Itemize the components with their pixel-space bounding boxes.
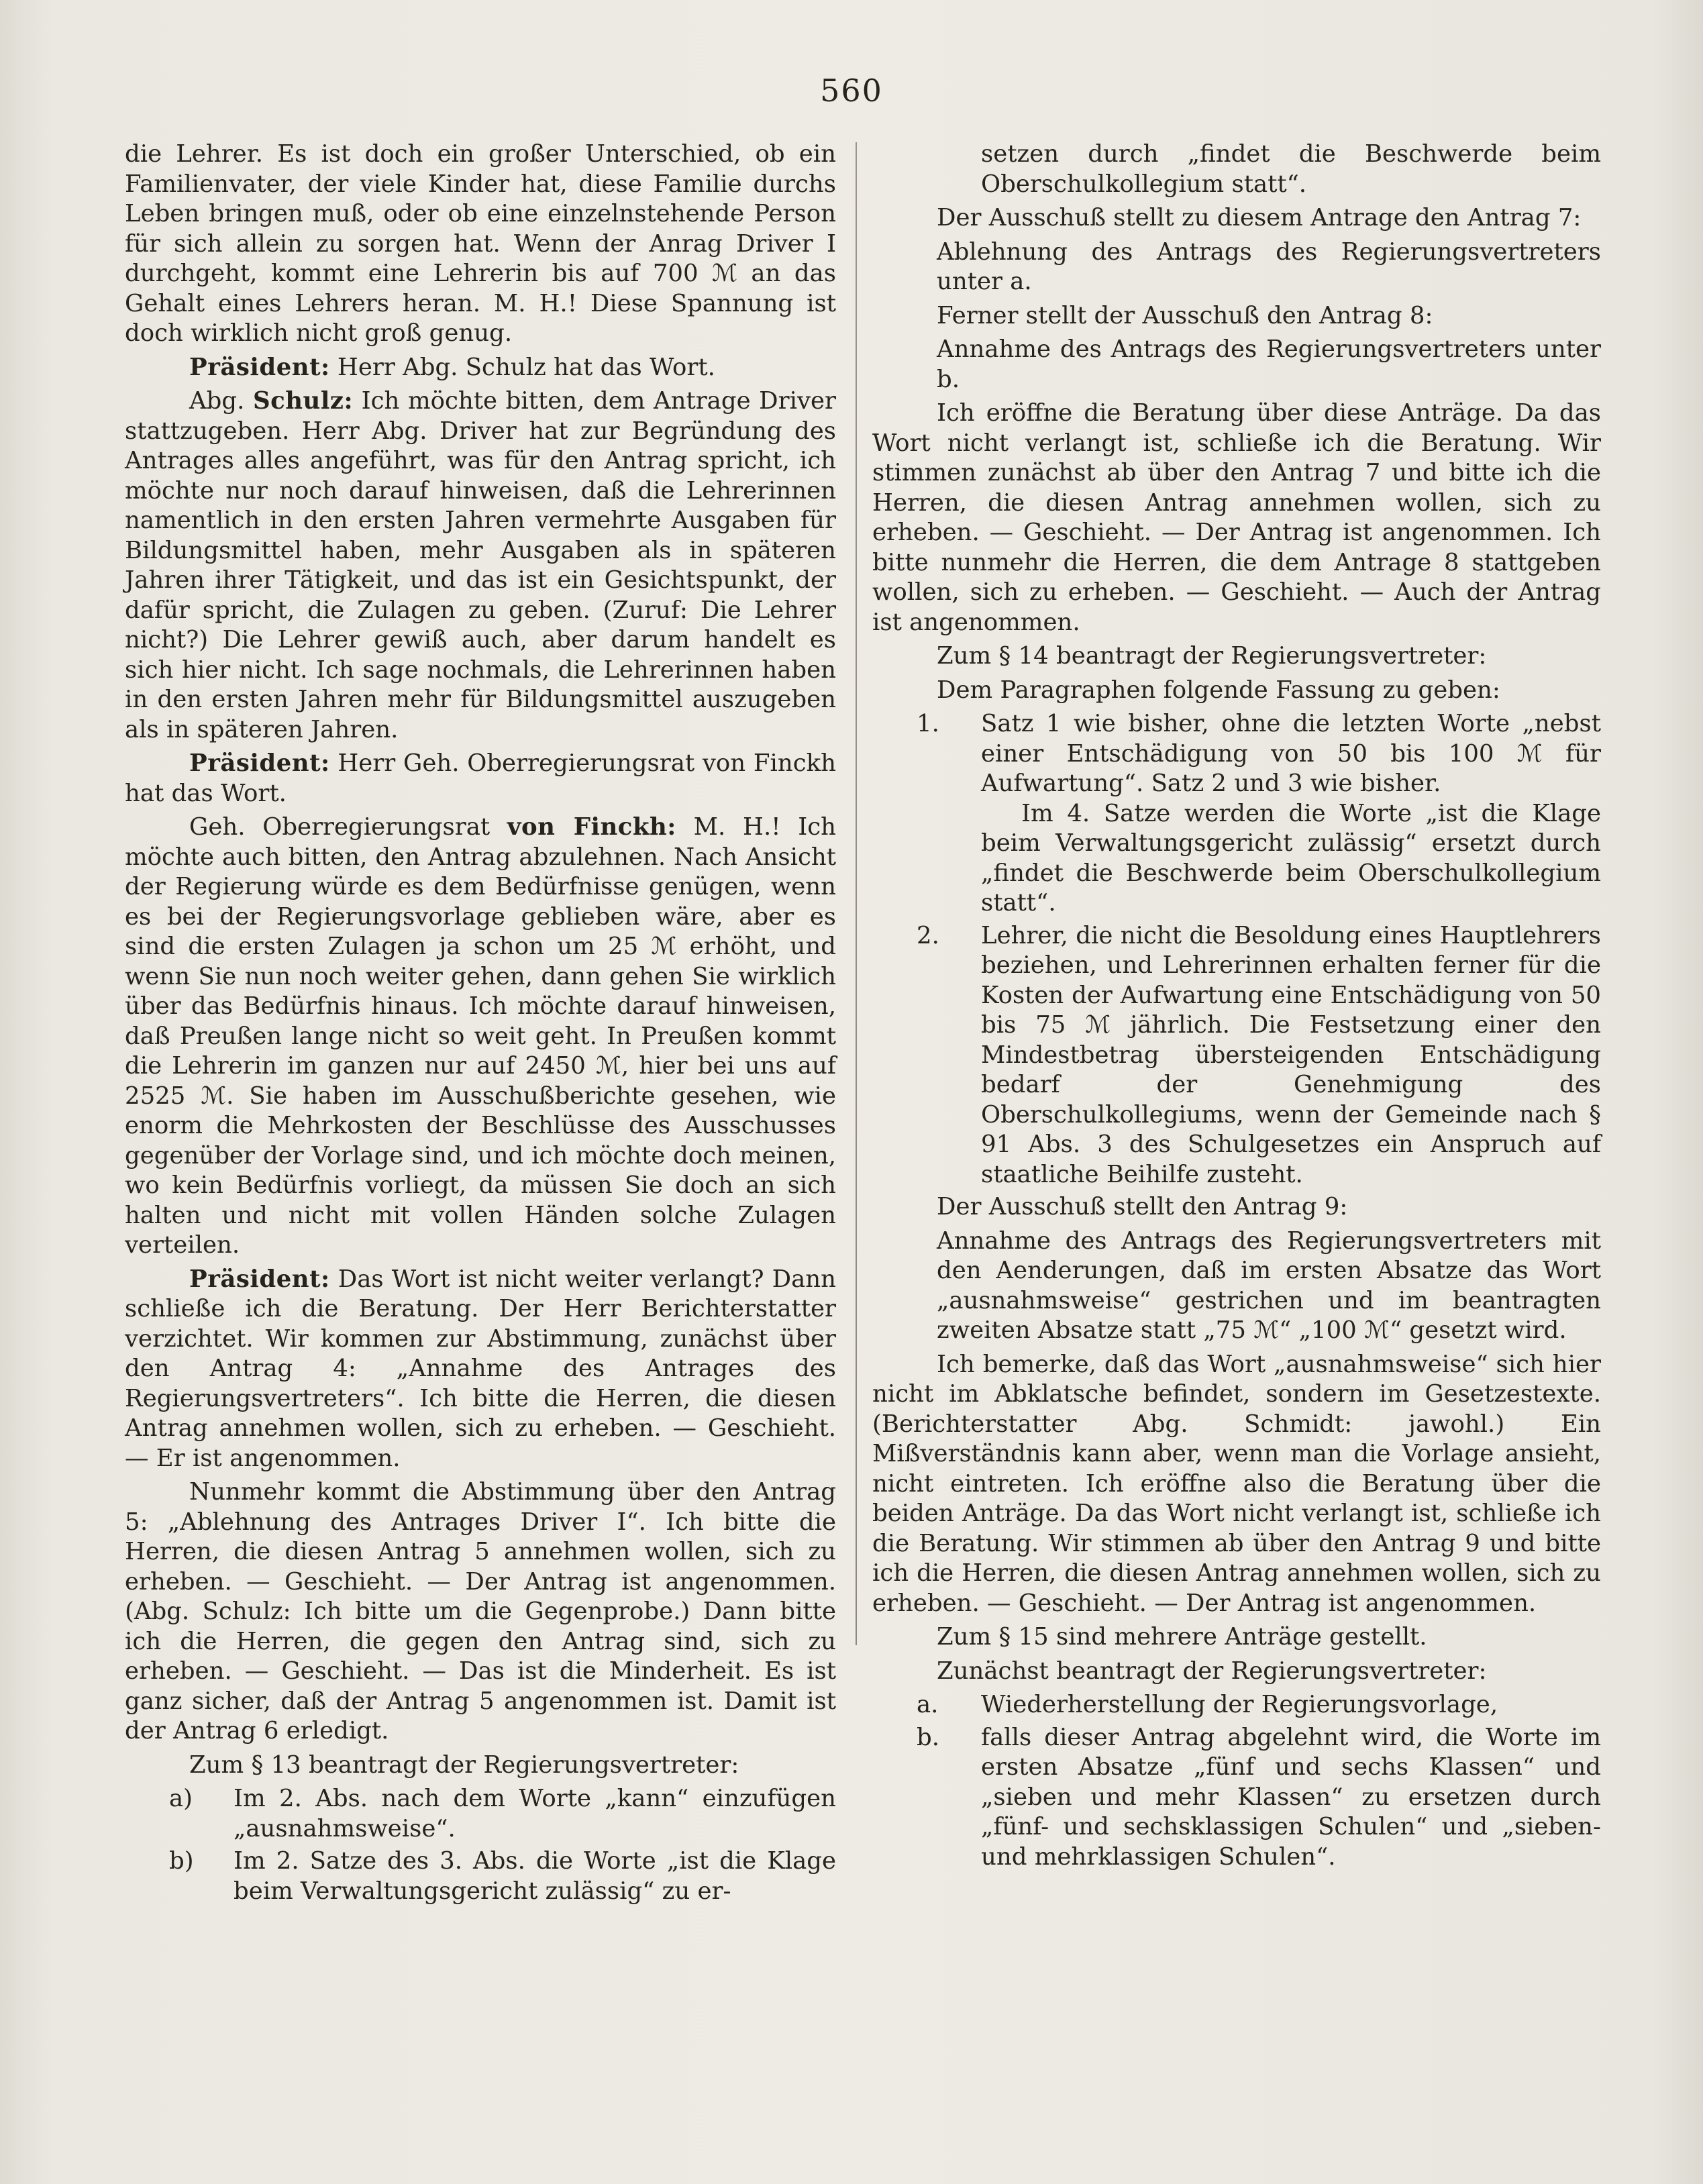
speaker-title: Abg.: [189, 387, 245, 415]
paragraph: Zum § 15 sind mehrere Anträge gestellt.: [937, 1623, 1427, 1651]
speaker-title: Geh. Oberregierungsrat: [189, 813, 491, 841]
speech-text: Herr Abg. Schulz hat das Wort.: [337, 353, 715, 381]
paragraph: Ich bemerke, daß das Wort „ausnahmsweise“ sich hier nicht im Abklatsche befindet, sondern im Gesetzestexte. (Berichterstatter Abg. Schmidt: jawohl.) Ein Mißverständnis kann aber, wenn man die Vorlage ansieht, nicht eintreten. Ich eröffne also die Beratung über die beiden Anträge. Da das Wort nicht verlangt ist, schließe ich die Beratung. Wir stimmen ab über den Antrag 9 und bitte ich die Herren, die diesen Antrag annehmen wollen, sich zu erheben. — Geschieht. — Der Antrag ist angenommen.: [872, 1350, 1601, 1617]
speech-paragraph: [125, 1265, 836, 1474]
speaker-name: Präsident:: [189, 1265, 330, 1293]
speech-text: Das Wort ist nicht weiter verlangt? Dann schließe ich die Beratung. Der Herr Berichterstatter verzichtet. Wir kommen zur Abstimmung, zunächst über den Antrag 4: „Annahme des Antrages des Regierungsvertreters“. Ich bitte die Herren, die diesen Antrag annehmen wollen, sich zu erheben. — Geschieht. — Er ist angenommen.: [125, 1265, 836, 1472]
list-marker: 1.: [917, 710, 939, 737]
speech-paragraph: [125, 749, 836, 809]
list-marker: a.: [917, 1691, 939, 1718]
speech-paragraph: [125, 353, 836, 383]
column-divider: [856, 142, 857, 1645]
list-text: [981, 709, 1601, 919]
speech-paragraph: [125, 813, 836, 1261]
speech-text: M. H.! Ich möchte auch bitten, den Antrag abzulehnen. Nach Ansicht der Regierung würde es dem Bedürfnisse genügen, wenn es bei der Regierungsvorlage geblieben wäre, aber es sind die ersten Zulagen ja schon um 25 ℳ erhöht, und wenn Sie nun noch weiter gehen, dann gehen Sie wirklich über das Bedürfnis hinaus. Ich möchte darauf hinweisen, daß Preußen lange nicht so weit geht. In Preußen kommt die Lehrerin im ganzen nur auf 2450 ℳ, hier bei uns auf 2525 ℳ. Sie haben im Ausschußberichte gesehen, wie enorm die Mehrkosten der Beschlüsse des Ausschusses gegenüber der Vorlage sind, und ich möchte doch meinen, wo kein Bedürfnis vorliegt, da müssen Sie doch an sich halten und nicht mit vollen Händen solche Zulagen verteilen.: [125, 813, 836, 1259]
page-number: 560: [820, 72, 883, 109]
speaker-name: Präsident:: [189, 353, 330, 381]
list-item: [872, 1723, 1601, 1873]
paragraph: Der Ausschuß stellt den Antrag 9:: [937, 1193, 1348, 1220]
speaker-name: Präsident:: [189, 749, 330, 777]
paragraph: Ich eröffne die Beratung über diese Anträge. Da das Wort nicht verlangt ist, schließe ich die Beratung. Wir stimmen zunächst ab über den Antrag 7 und bitte ich die Herren, die diesen Antrag annehmen wollen, sich zu erheben. — Geschieht. — Der Antrag ist angenommen. Ich bitte nunmehr die Herren, die dem Antrage 8 stattgeben wollen, sich zu erheben. — Geschieht. — Auch der Antrag ist angenommen.: [872, 399, 1601, 636]
left-column: [125, 140, 836, 1909]
speaker-name: von Finckh:: [507, 813, 676, 841]
paragraph: Zum § 14 beantragt der Regierungsvertreter:: [937, 642, 1487, 670]
paragraph: Dem Paragraphen folgende Fassung zu geben:: [937, 676, 1500, 704]
paragraph: Annahme des Antrags des Regierungsvertreters mit den Aenderungen, daß im ersten Absatze das Wort „ausnahmsweise“ gestrichen und im beantragten zweiten Absatze statt „75 ℳ“ „100 ℳ“ gesetzt wird.: [937, 1227, 1601, 1344]
list-text: falls dieser Antrag abgelehnt wird, die Worte im ersten Absatze „fünf und sechs Klassen“ und „sieben und mehr Klassen“ zu ersetzen durch „fünf- und sechsklassigen Schulen“ und „sieben- und mehrklassigen Schulen“.: [981, 1723, 1601, 1871]
paragraph: Zum § 13 beantragt der Regierungsvertreter:: [189, 1751, 739, 1779]
paragraph: Ferner stellt der Ausschuß den Antrag 8:: [937, 301, 1433, 329]
list-text-part: Im 4. Satze werden die Worte „ist die Klage beim Verwaltungsgericht zulässig“ ersetzt durch „findet die Beschwerde beim Oberschulkollegium statt“.: [981, 799, 1601, 917]
list-text: Wiederherstellung der Regierungsvorlage,: [981, 1691, 1498, 1718]
list-item: [125, 1784, 836, 1844]
paragraph: Der Ausschuß stellt zu diesem Antrage den Antrag 7:: [937, 204, 1582, 231]
list-item: [125, 1847, 836, 1906]
list-text: Im 2. Abs. nach dem Worte „kann“ einzufügen „ausnahmsweise“.: [234, 1785, 836, 1842]
list-marker: a): [169, 1785, 193, 1812]
right-column: [872, 140, 1601, 1875]
list-text: Im 2. Satze des 3. Abs. die Worte „ist die Klage beim Verwaltungsgericht zulässig“ zu er-: [234, 1847, 836, 1905]
list-text: Lehrer, die nicht die Besoldung eines Hauptlehrers beziehen, und Lehrerinnen erhalten ferner für die Kosten der Aufwartung eine Entschädigung von 50 bis 75 ℳ jährlich. Die Festsetzung einer den Mindestbetrag übersteigenden Entschädigung bedarf der Genehmigung des Oberschulkollegiums, wenn der Gemeinde nach § 91 Abs. 3 des Schulgesetzes ein Anspruch auf staatliche Beihilfe zusteht.: [981, 921, 1601, 1188]
list-item: [872, 1690, 1601, 1720]
paragraph: Ablehnung des Antrags des Regierungsvertreters unter a.: [937, 238, 1601, 295]
paragraph: Nunmehr kommt die Abstimmung über den Antrag 5: „Ablehnung des Antrages Driver I“. Ich bitte die Herren, die diesen Antrag 5 annehmen wollen, sich zu erheben. — Geschieht. — Der Antrag ist angenommen. (Abg. Schulz: Ich bitte um die Gegenprobe.) Dann bitte ich die Herren, die gegen den Antrag sind, sich zu erheben. — Geschieht. — Das ist die Minderheit. Es ist ganz sicher, daß der Antrag 5 angenommen ist. Damit ist der Antrag 6 erledigt.: [125, 1478, 836, 1745]
speech-text: Herr Geh. Oberregierungsrat von Finckh hat das Wort.: [125, 749, 836, 807]
paragraph: die Lehrer. Es ist doch ein großer Unterschied, ob ein Familienvater, der viele Kinder hat, diese Familie durchs Leben bringen muß, oder ob eine einzelnstehende Person für sich allein zu sorgen hat. Wenn der Anrag Driver I durchgeht, kommt eine Lehrerin bis auf 700 ℳ an das Gehalt eines Lehrers heran. M. H.! Diese Spannung ist doch wirklich nicht groß genug.: [125, 140, 836, 347]
speech-text: Ich möchte bitten, dem Antrage Driver stattzugeben. Herr Abg. Driver hat zur Begründung des Antrages alles angeführt, was für den Antrag spricht, ich möchte nur noch darauf hinweisen, daß die Lehrerinnen namentlich in den ersten Jahren vermehrte Ausgaben für Bildungsmittel haben, mehr Ausgaben als in späteren Jahren ihrer Tätigkeit, und das ist ein Gesichtspunkt, der dafür spricht, die Zulagen zu geben. (Zuruf: Die Lehrer nicht?) Die Lehrer gewiß auch, aber darum handelt es sich hier nicht. Ich sage nochmals, die Lehrerinnen haben in den ersten Jahren mehr für Bildungsmittel auszugeben als in späteren Jahren.: [125, 387, 836, 743]
paragraph: Zunächst beantragt der Regierungsvertreter:: [937, 1657, 1487, 1685]
list-marker: b): [169, 1847, 194, 1875]
list-text-part: Satz 1 wie bisher, ohne die letzten Worte „nebst einer Entschädigung von 50 bis 100 ℳ für Aufwartung“. Satz 2 und 3 wie bisher.: [981, 710, 1601, 797]
speech-paragraph: [125, 386, 836, 745]
list-item: [872, 921, 1601, 1190]
paragraph: setzen durch „findet die Beschwerde beim Oberschulkollegium statt“.: [981, 140, 1601, 198]
list-marker: b.: [917, 1723, 940, 1751]
list-marker: 2.: [917, 921, 939, 949]
speaker-name: Schulz:: [252, 387, 354, 415]
paragraph: Annahme des Antrags des Regierungsvertreters unter b.: [937, 335, 1601, 393]
list-item: [872, 709, 1601, 919]
